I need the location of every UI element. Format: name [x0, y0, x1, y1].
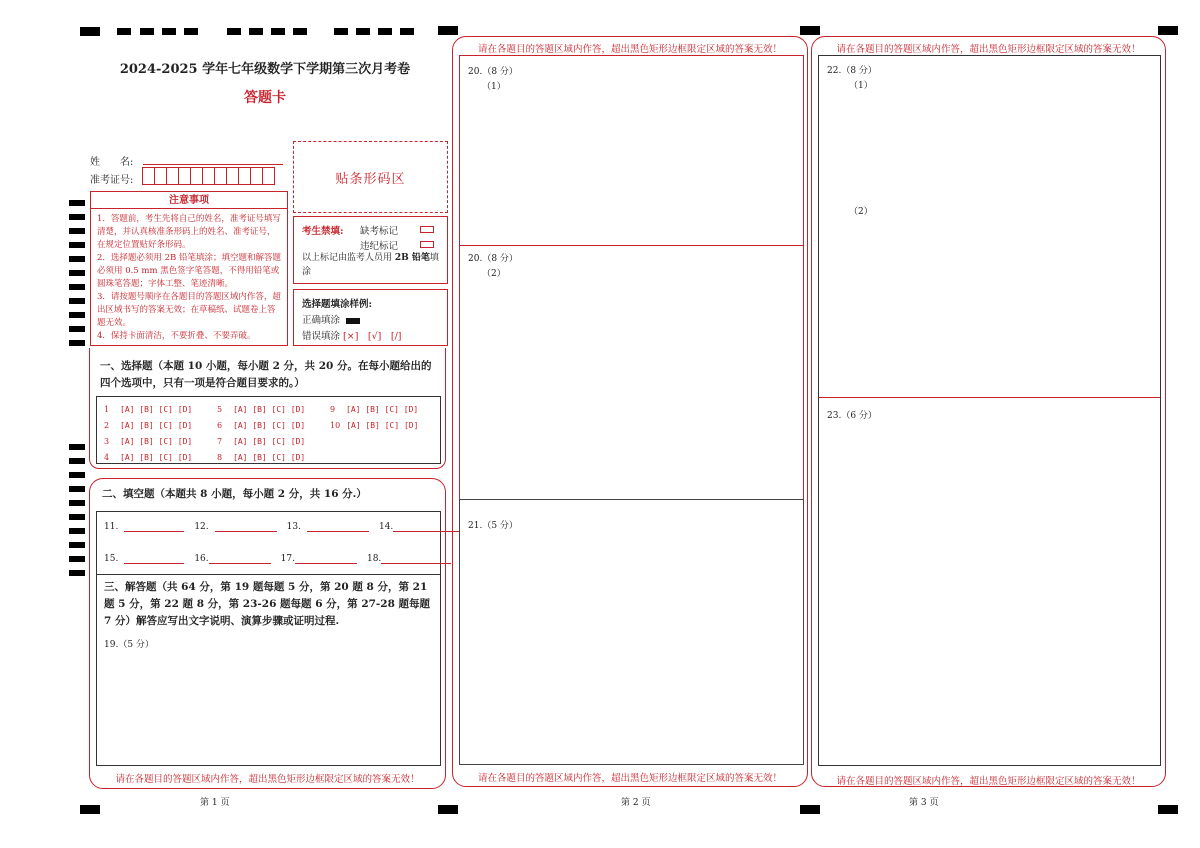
exam-title: 2024-2025 学年七年级数学下学期第三次月考卷	[119, 62, 411, 77]
blank-row-2	[104, 554, 451, 564]
warning-text-page1: 请在各题目的答题区域内作答，超出黑色矩形边框限定区域的答案无效！	[115, 774, 420, 785]
q23-area[interactable]	[818, 397, 1161, 766]
q21-label: 21.（5 分）	[468, 521, 518, 531]
question-choice-row[interactable]: 4 [A] [B] [C] [D]	[104, 453, 193, 462]
q21-area[interactable]	[459, 499, 804, 765]
blank-16[interactable]: 16.	[194, 554, 270, 564]
note-item: 4．保持卡面清洁，不要折叠、不要弄破。	[97, 331, 256, 341]
q19-label: 19.（5 分）	[104, 640, 154, 650]
fill-blank-area	[96, 511, 441, 575]
name-label: 姓 名:	[90, 157, 134, 168]
forbidden-title: 考生禁填:	[302, 226, 344, 237]
correct-example: 正确填涂	[302, 312, 360, 326]
page-number-3: 第 3 页	[909, 798, 939, 808]
violation-checkbox[interactable]	[420, 241, 434, 248]
forbidden-box	[293, 216, 448, 284]
blank-15[interactable]: 15.	[104, 554, 184, 564]
absent-label: 缺考标记	[360, 226, 399, 237]
note-item: 3．请按题号顺序在各题目的答题区域内作答，超出区域书写的答案无效；在草稿纸、试题卷上答题无效。	[97, 292, 281, 328]
question-choice-row[interactable]: 10 [A] [B] [C] [D]	[330, 421, 419, 430]
q22-sub2-label: （2）	[849, 207, 873, 217]
q20-sub1-label: （1）	[482, 82, 506, 92]
q23-label: 23.（6 分）	[827, 411, 877, 421]
question-choice-row[interactable]: 9 [A] [B] [C] [D]	[330, 405, 419, 414]
section2-heading: 二、填空题（本题共 8 小题，每小题 2 分，共 16 分.）	[102, 488, 367, 500]
q22-sub1-label: （1）	[849, 81, 873, 91]
question-choice-row[interactable]: 6 [A] [B] [C] [D]	[217, 421, 306, 430]
name-field[interactable]	[143, 164, 283, 165]
id-label: 准考证号:	[90, 175, 134, 186]
warning-text-page3-top: 请在各题目的答题区域内作答，超出黑色矩形边框限定区域的答案无效！	[836, 44, 1141, 55]
absent-checkbox[interactable]	[420, 226, 434, 233]
q22-area[interactable]	[818, 55, 1161, 398]
note-item: 1．答题前，考生先将自己的姓名，准考证号填写清楚，并认真核准条形码上的姓名、准考证号，在规定位置贴好条形码。	[97, 214, 281, 250]
note-item: 2．选择题必须用 2B 铅笔填涂；填空题和解答题必须用 0.5 mm 黑色签字笔答题，不得用铅笔或圆珠笔答题；字体工整、笔迹清晰。	[97, 253, 281, 289]
blank-14[interactable]: 14.	[379, 522, 459, 532]
wrong-example: 错误填涂 [×] [√] [/]	[302, 331, 402, 342]
q20-sub2-label: （2）	[482, 269, 506, 279]
notes-box	[90, 191, 288, 346]
id-number-boxes[interactable]	[142, 167, 275, 185]
q20-part1-area[interactable]	[459, 55, 804, 246]
blank-17[interactable]: 17.	[281, 554, 357, 564]
example-title: 选择题填涂样例:	[302, 299, 373, 310]
page-number-1: 第 1 页	[200, 798, 230, 808]
blank-11[interactable]: 11.	[104, 522, 184, 532]
question-choice-row[interactable]: 3 [A] [B] [C] [D]	[104, 437, 193, 446]
section3-heading: 三、解答题（共 64 分，第 19 题每题 5 分，第 20 题 8 分，第 21 题 5 分，第 22 题 8 分，第 23-26 题每题 6 分，第 27-28 题每题 7 分）解答应写出文字说明、演算步骤或证明过程.	[104, 581, 431, 627]
blank-12[interactable]: 12.	[194, 522, 276, 532]
question-choice-row[interactable]: 7 [A] [B] [C] [D]	[217, 437, 306, 446]
question-choice-row[interactable]: 8 [A] [B] [C] [D]	[217, 453, 306, 462]
blank-row-1	[104, 522, 459, 532]
page-number-2: 第 2 页	[621, 798, 651, 808]
question-choice-row[interactable]: 2 [A] [B] [C] [D]	[104, 421, 193, 430]
warning-text-page2-bottom: 请在各题目的答题区域内作答，超出黑色矩形边框限定区域的答案无效！	[477, 773, 782, 784]
blank-13[interactable]: 13.	[287, 522, 369, 532]
answer-sheet-subtitle: 答题卡	[244, 90, 286, 106]
filled-mark-icon	[346, 318, 360, 324]
question-choice-row[interactable]: 1 [A] [B] [C] [D]	[104, 405, 193, 414]
q20-part2-area[interactable]	[459, 245, 804, 500]
blank-18[interactable]: 18.	[367, 554, 451, 564]
warning-text-page3-bottom: 请在各题目的答题区域内作答，超出黑色矩形边框限定区域的答案无效！	[836, 776, 1141, 787]
q20-label: 20.（8 分）	[468, 254, 518, 264]
barcode-area	[293, 141, 448, 213]
fill-example-box	[293, 289, 448, 346]
section1-heading: 一、选择题（本题 10 小题，每小题 2 分，共 20 分。在每小题给出的四个选项中，只有一项是符合题目要求的。）	[100, 360, 432, 389]
question-choice-row[interactable]: 5 [A] [B] [C] [D]	[217, 405, 306, 414]
q20-label: 20.（8 分）	[468, 67, 518, 77]
barcode-label: 贴条形码区	[335, 171, 406, 187]
notes-header: 注意事项	[91, 192, 287, 209]
q22-label: 22.（8 分）	[827, 66, 877, 76]
violation-label: 违纪标记	[360, 241, 399, 252]
forbidden-note: 以上标记由监考人员用 2B 铅笔填涂	[302, 253, 439, 277]
warning-text-page2-top: 请在各题目的答题区域内作答，超出黑色矩形边框限定区域的答案无效！	[477, 44, 782, 55]
